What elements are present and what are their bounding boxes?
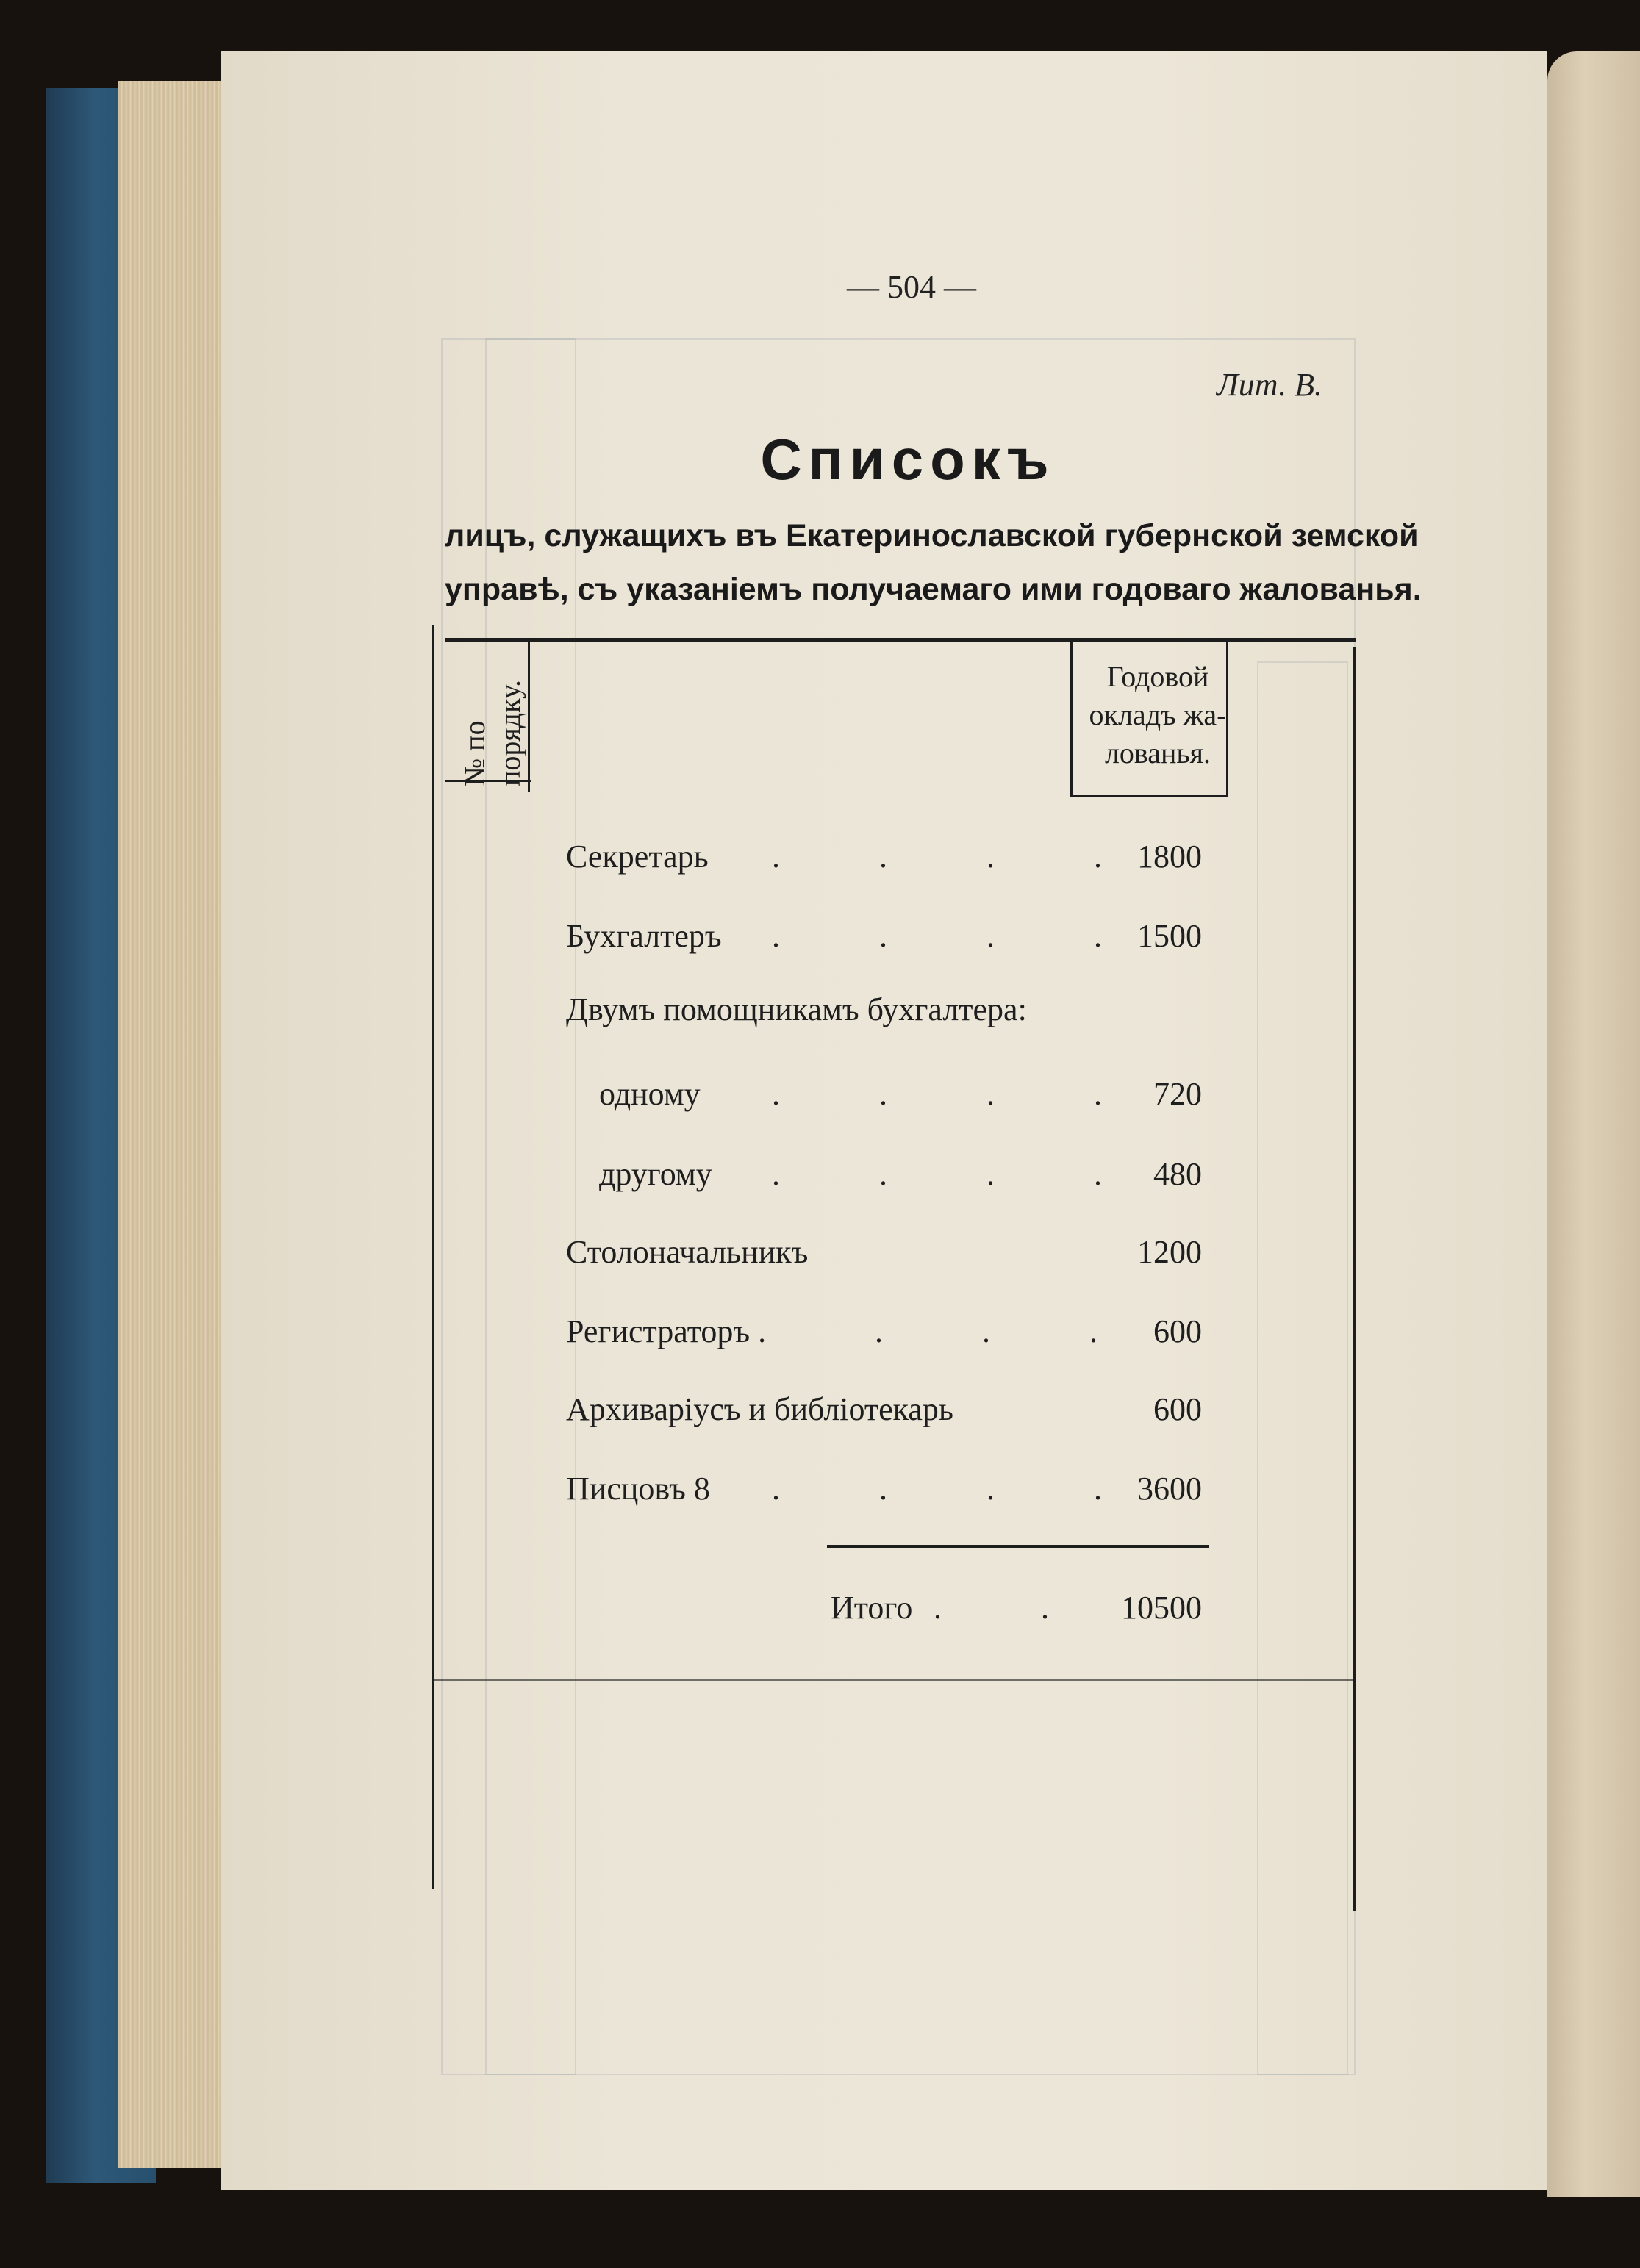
table-row — [566, 1075, 1228, 1119]
subtitle-line-2: управѣ, съ указаніемъ получаемаго ими годоваго жалованья. — [445, 572, 1422, 607]
subtitle-line-1: лицъ, служащихъ въ Екатеринославской губернской земской — [445, 518, 1419, 553]
row-amount: 1800 — [1137, 839, 1202, 875]
table-left-rule — [432, 625, 434, 1889]
table-row — [566, 1470, 1228, 1514]
salary-column-left-rule — [1070, 638, 1073, 796]
row-position: Секретарь — [566, 839, 709, 875]
row-amount: 480 — [1153, 1156, 1202, 1192]
row-position: Столоначальникъ — [566, 1234, 809, 1270]
total-label: Итого — [831, 1590, 913, 1626]
row-position: Двумъ помощникамъ бухгалтера: — [566, 991, 1027, 1027]
sum-rule — [827, 1545, 1209, 1548]
row-dots: . . . — [875, 1313, 1143, 1349]
row-amount: 600 — [1153, 1391, 1202, 1427]
row-position: одному — [599, 1076, 701, 1112]
total-amount: 10500 — [1121, 1590, 1202, 1626]
salary-column-header-line-1: Годовой — [1106, 660, 1209, 693]
salary-column-header-line-3: лованья. — [1104, 736, 1211, 769]
row-amount: 600 — [1153, 1313, 1202, 1349]
table-row — [566, 917, 1228, 961]
row-dots: . . . . — [772, 1471, 1147, 1507]
table-row — [566, 991, 1228, 1035]
table-row — [566, 1233, 1228, 1277]
row-dots: . . . . — [772, 1076, 1147, 1112]
total-dots: . . — [934, 1590, 1095, 1626]
table-right-rule — [1353, 647, 1356, 1911]
table-row — [566, 838, 1228, 882]
row-position: Регистраторъ . — [566, 1313, 767, 1349]
table-top-rule — [445, 638, 1356, 642]
row-amount: 720 — [1153, 1076, 1202, 1112]
table-row — [566, 1390, 1228, 1435]
row-amount: 1200 — [1137, 1234, 1202, 1270]
lit-label: Лит. В. — [1217, 367, 1322, 403]
facing-page-edge — [1547, 51, 1640, 2197]
table-row — [566, 1155, 1228, 1199]
bleed-through-column-right — [1257, 661, 1348, 2075]
row-dots: . . . . — [772, 1156, 1147, 1192]
header-divider-right — [1070, 795, 1228, 797]
row-position: другому — [599, 1156, 712, 1192]
number-column-header-line-1: № по — [458, 720, 491, 786]
total-row — [566, 1589, 1228, 1633]
row-amount: 1500 — [1137, 918, 1202, 954]
number-column-header — [441, 636, 529, 790]
row-position: Бухгалтеръ — [566, 918, 722, 954]
row-position: Писцовъ 8 — [566, 1471, 710, 1507]
salary-column-header — [1081, 658, 1235, 772]
page-number: — 504 — — [847, 269, 976, 305]
table-row — [566, 1313, 1228, 1357]
row-dots: . . . . — [772, 839, 1147, 875]
table-bottom-rule — [434, 1679, 1356, 1681]
number-column-header-line-2: порядку. — [493, 679, 526, 786]
document-title: Списокъ — [760, 427, 1056, 492]
row-amount: 3600 — [1137, 1471, 1202, 1507]
salary-column-header-line-2: окладъ жа- — [1089, 698, 1227, 731]
page-edges — [118, 81, 228, 2168]
row-position: Архиваріусъ и библіотекарь — [566, 1391, 953, 1427]
row-dots: . . . . — [772, 918, 1147, 954]
